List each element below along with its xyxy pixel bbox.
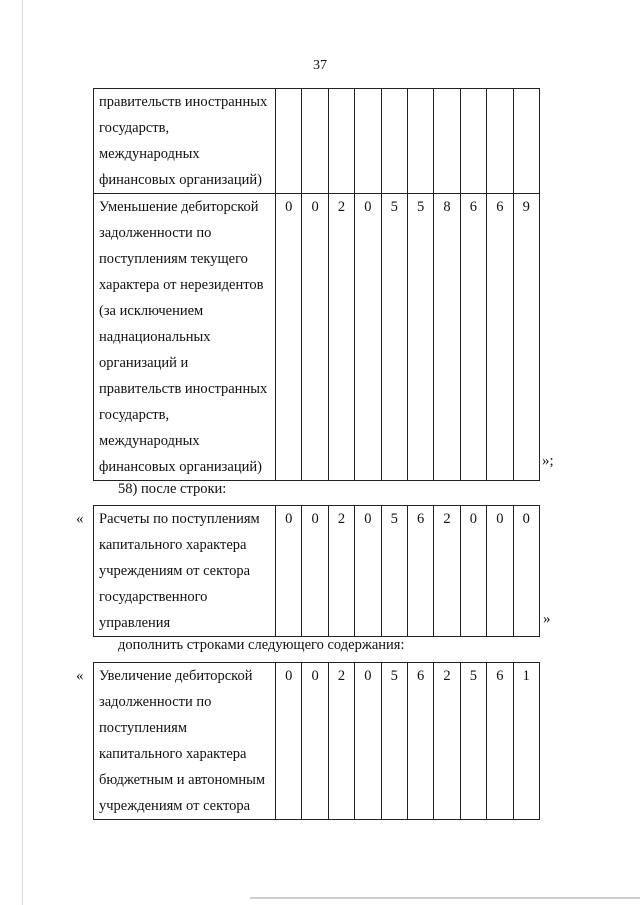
supplement-instruction: дополнить строками следующего содержания: [118, 637, 405, 653]
classification-table-bottom [93, 662, 540, 820]
row-description: Расчеты по поступлениям капитального характера учреждениям от сектора государственного управления [94, 506, 276, 637]
code-cell [276, 89, 302, 194]
page-number: 37 [313, 58, 327, 73]
code-digit: 5 [407, 194, 433, 481]
row-description: Увеличение дебиторской задолженности по поступлениям капитального характера бюджетным и автономным учреждениям от сектора [94, 663, 276, 820]
code-digit: 8 [434, 194, 460, 481]
code-digit: 0 [276, 663, 302, 820]
code-digit: 0 [355, 506, 381, 637]
opening-quote: « [76, 668, 84, 684]
code-digit: 0 [460, 506, 486, 637]
code-digit: 5 [460, 663, 486, 820]
code-digit: 0 [302, 506, 328, 637]
code-cell [460, 89, 486, 194]
scan-bottom-edge [250, 897, 640, 899]
code-digit: 5 [381, 194, 407, 481]
code-cell [381, 89, 407, 194]
code-digit: 1 [513, 663, 539, 820]
code-cell [487, 89, 513, 194]
table-row [94, 663, 540, 820]
code-digit: 6 [407, 506, 433, 637]
code-digit: 0 [487, 506, 513, 637]
classification-table-middle [93, 505, 540, 637]
classification-table-top [93, 88, 540, 481]
code-cell [302, 89, 328, 194]
code-cell [355, 89, 381, 194]
code-digit: 6 [487, 194, 513, 481]
code-digit: 2 [434, 663, 460, 820]
code-digit: 2 [434, 506, 460, 637]
closing-quote: » [543, 611, 551, 627]
code-digit: 0 [302, 663, 328, 820]
code-cell [513, 89, 539, 194]
code-digit: 0 [355, 194, 381, 481]
code-digit: 6 [487, 663, 513, 820]
code-digit: 0 [276, 194, 302, 481]
code-digit: 5 [381, 663, 407, 820]
code-digit: 6 [460, 194, 486, 481]
table-row [94, 194, 540, 481]
code-digit: 6 [407, 663, 433, 820]
scan-left-edge [22, 0, 23, 905]
code-cell [328, 89, 354, 194]
code-digit: 2 [328, 663, 354, 820]
closing-quote: »; [542, 453, 554, 469]
code-digit: 0 [355, 663, 381, 820]
code-digit: 0 [513, 506, 539, 637]
table-row [94, 89, 540, 194]
row-description: правительств иностранных государств, международных финансовых организаций) [94, 89, 276, 194]
code-digit: 2 [328, 506, 354, 637]
code-digit: 9 [513, 194, 539, 481]
table-row [94, 506, 540, 637]
code-digit: 2 [328, 194, 354, 481]
row-description: Уменьшение дебиторской задолженности по поступлениям текущего характера от нерезидентов (за исключением наднациональных организаций и правительств иностранных государств, международных финансовых организаций) [94, 194, 276, 481]
code-cell [434, 89, 460, 194]
code-digit: 0 [302, 194, 328, 481]
code-cell [407, 89, 433, 194]
code-digit: 5 [381, 506, 407, 637]
opening-quote: « [76, 511, 84, 527]
item-58-heading: 58) после строки: [118, 481, 227, 497]
code-digit: 0 [276, 506, 302, 637]
